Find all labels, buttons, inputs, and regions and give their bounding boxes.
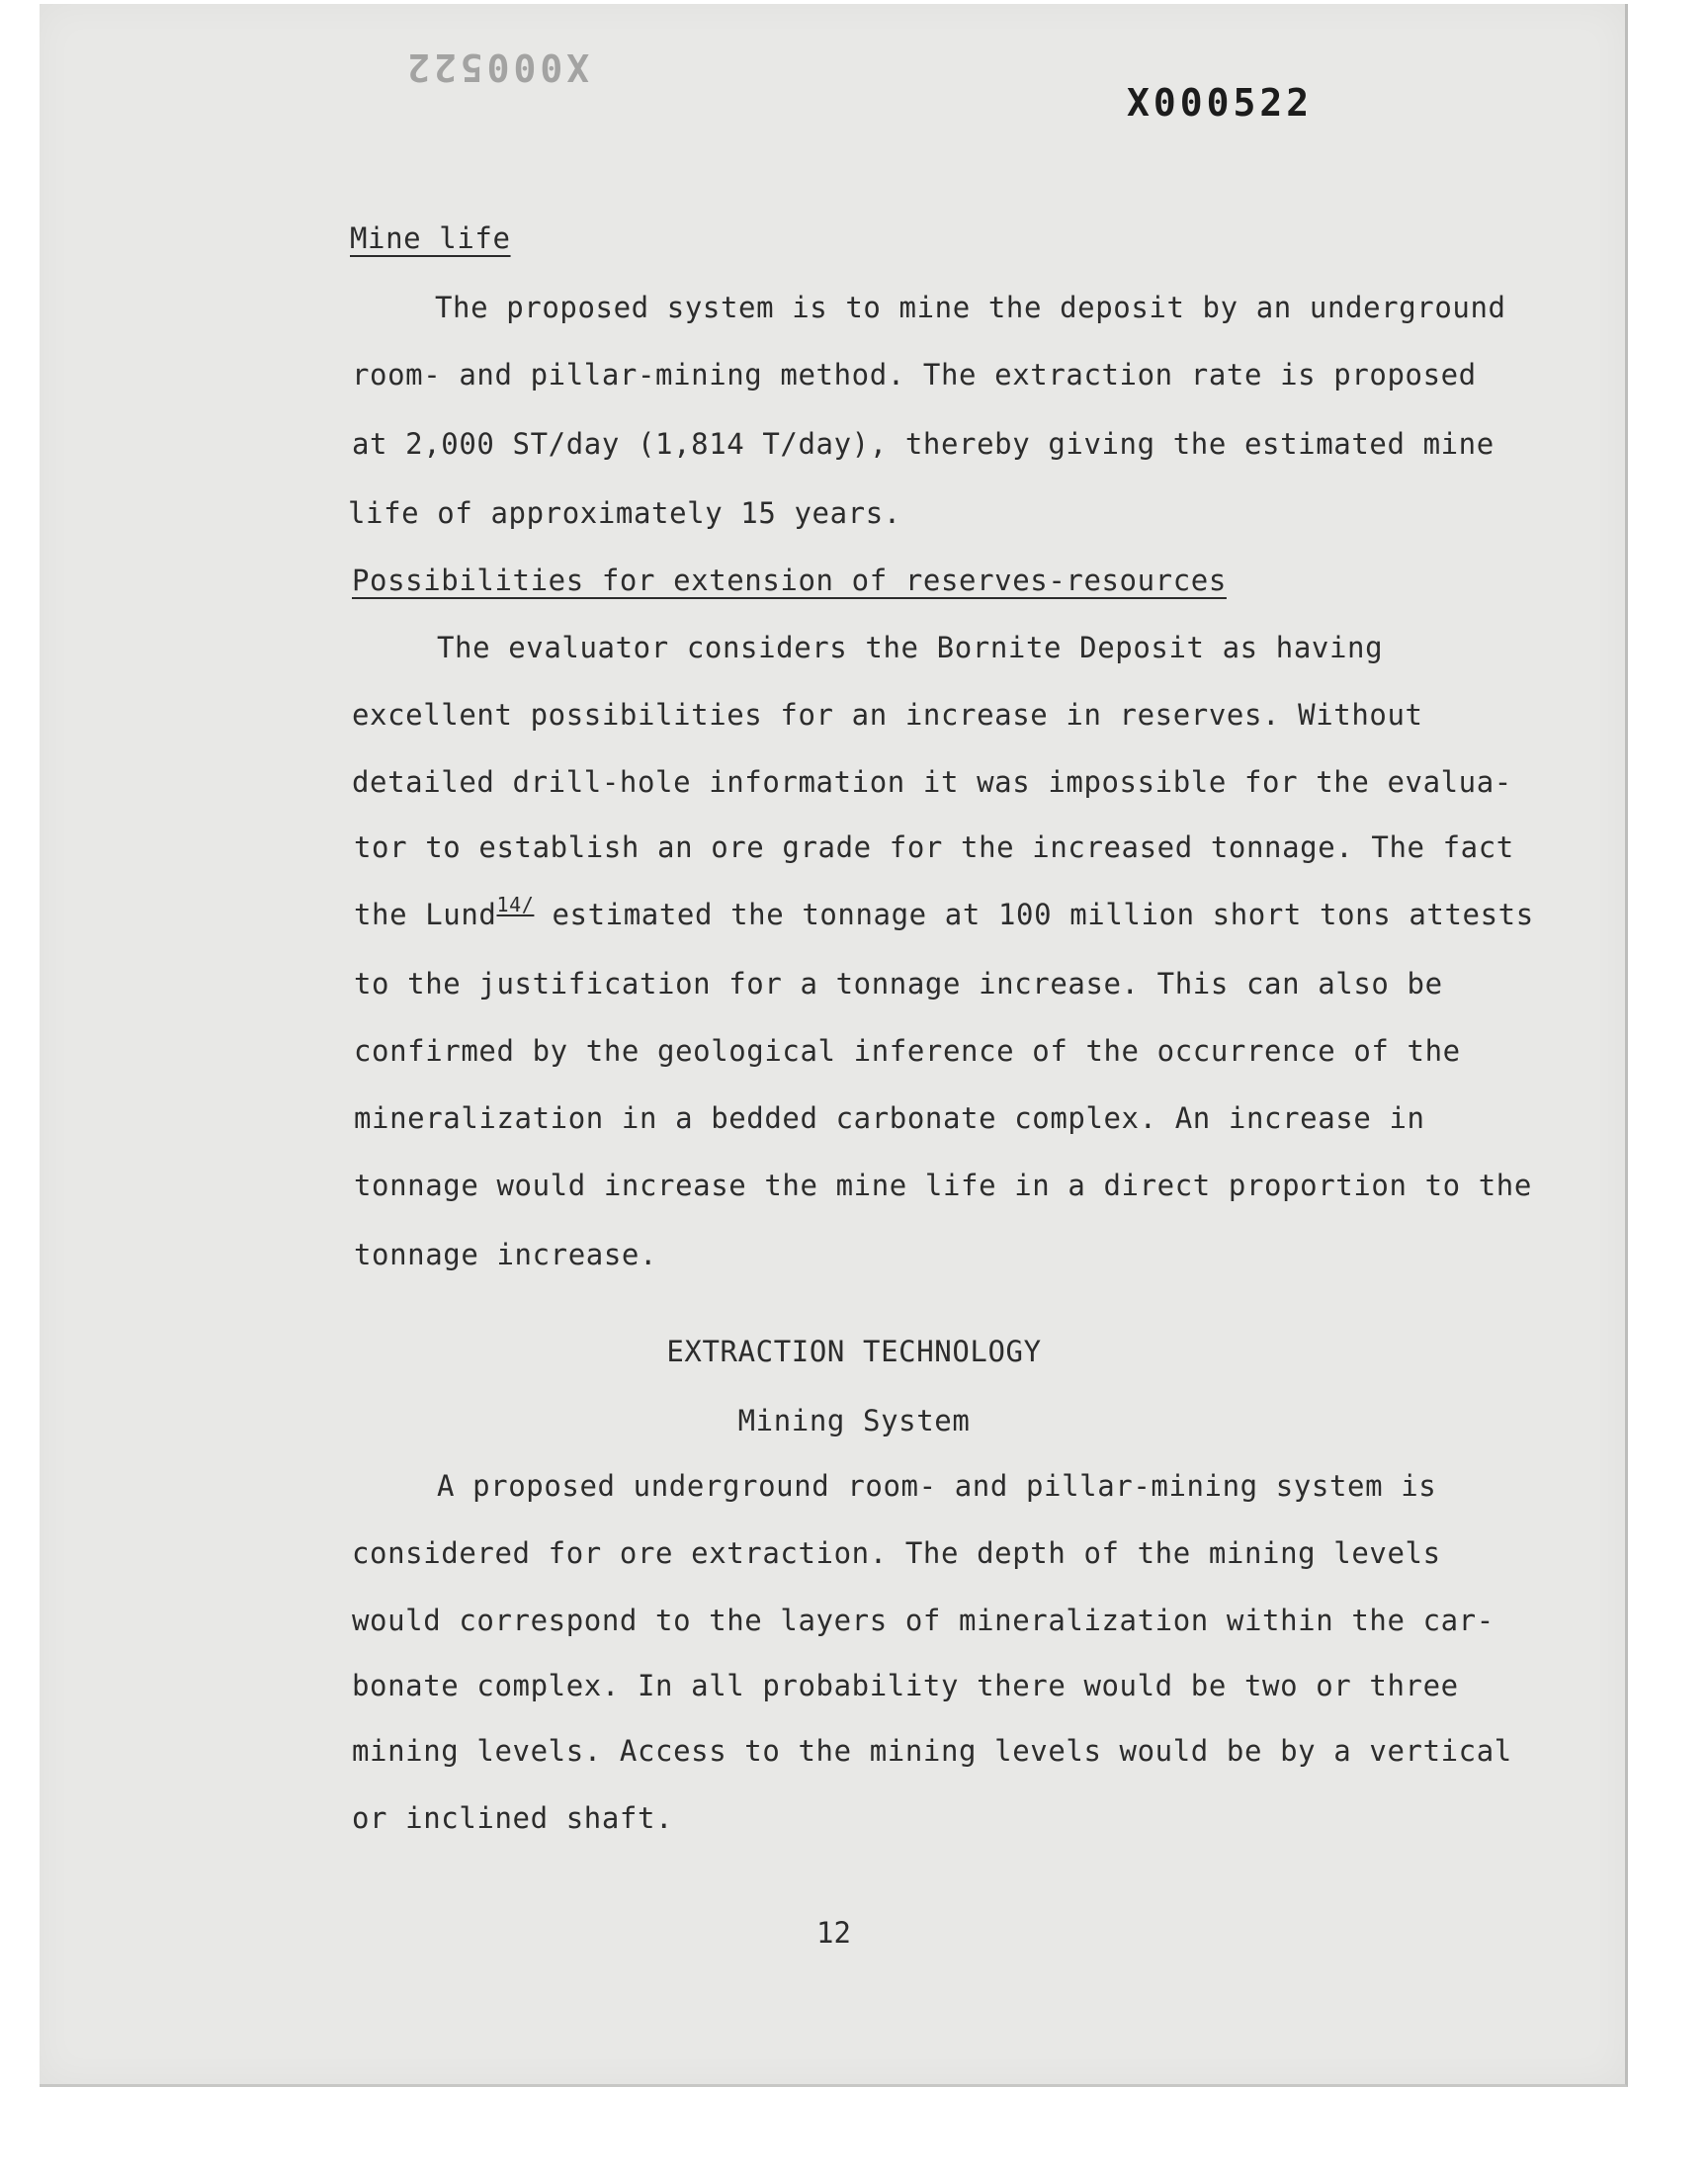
mining-line-6: or inclined shaft. bbox=[352, 1801, 674, 1835]
lund-text: the Lund bbox=[354, 898, 497, 931]
extension-line-4: tor to establish an ore grade for the increased tonnage. The fact bbox=[354, 830, 1514, 864]
document-id-stamp: X000522 bbox=[1127, 81, 1314, 125]
extension-line-2: excellent possibilities for an increase in reserves. Without bbox=[352, 698, 1423, 732]
extension-line-1: The evaluator considers the Bornite Deposit as having bbox=[437, 631, 1384, 664]
mine-life-line-4: life of approximately 15 years. bbox=[348, 496, 901, 530]
extension-line-3: detailed drill-hole information it was impossible for the evalua- bbox=[352, 765, 1512, 799]
mining-line-4: bonate complex. In all probability there would be two or three bbox=[352, 1669, 1459, 1702]
extraction-title: EXTRACTION TECHNOLOGY bbox=[666, 1335, 1042, 1368]
footnote-reference: 14/ bbox=[496, 893, 535, 916]
bleed-through-stamp: X000522 bbox=[403, 45, 590, 89]
extension-line-5 bbox=[354, 893, 1534, 931]
mining-line-3: would correspond to the layers of mineralization within the car- bbox=[352, 1604, 1494, 1637]
mining-system-subtitle: Mining System bbox=[737, 1404, 971, 1437]
mining-line-5: mining levels. Access to the mining levels would be by a vertical bbox=[352, 1734, 1512, 1768]
extension-line-7: confirmed by the geological inference of the occurrence of the bbox=[354, 1034, 1461, 1068]
extension-line-10: tonnage increase. bbox=[354, 1238, 658, 1271]
mining-line-2: considered for ore extraction. The depth of the mining levels bbox=[352, 1536, 1441, 1570]
extension-heading: Possibilities for extension of reserves-resources bbox=[352, 564, 1227, 597]
extension-line-9: tonnage would increase the mine life in a direct proportion to the bbox=[354, 1169, 1532, 1202]
mine-life-heading: Mine life bbox=[350, 221, 511, 255]
lund-text-continued: estimated the tonnage at 100 million short tons attests bbox=[534, 898, 1534, 931]
mine-life-line-1: The proposed system is to mine the deposit by an underground bbox=[435, 291, 1506, 324]
mine-life-line-2: room- and pillar-mining method. The extraction rate is proposed bbox=[352, 358, 1477, 392]
mining-line-1: A proposed underground room- and pillar-mining system is bbox=[437, 1469, 1437, 1503]
page-number: 12 bbox=[816, 1916, 851, 1950]
extension-line-8: mineralization in a bedded carbonate complex. An increase in bbox=[354, 1101, 1425, 1135]
mine-life-line-3: at 2,000 ST/day (1,814 T/day), thereby giving the estimated mine bbox=[352, 427, 1494, 461]
extension-line-6: to the justification for a tonnage increase. This can also be bbox=[354, 967, 1443, 1000]
